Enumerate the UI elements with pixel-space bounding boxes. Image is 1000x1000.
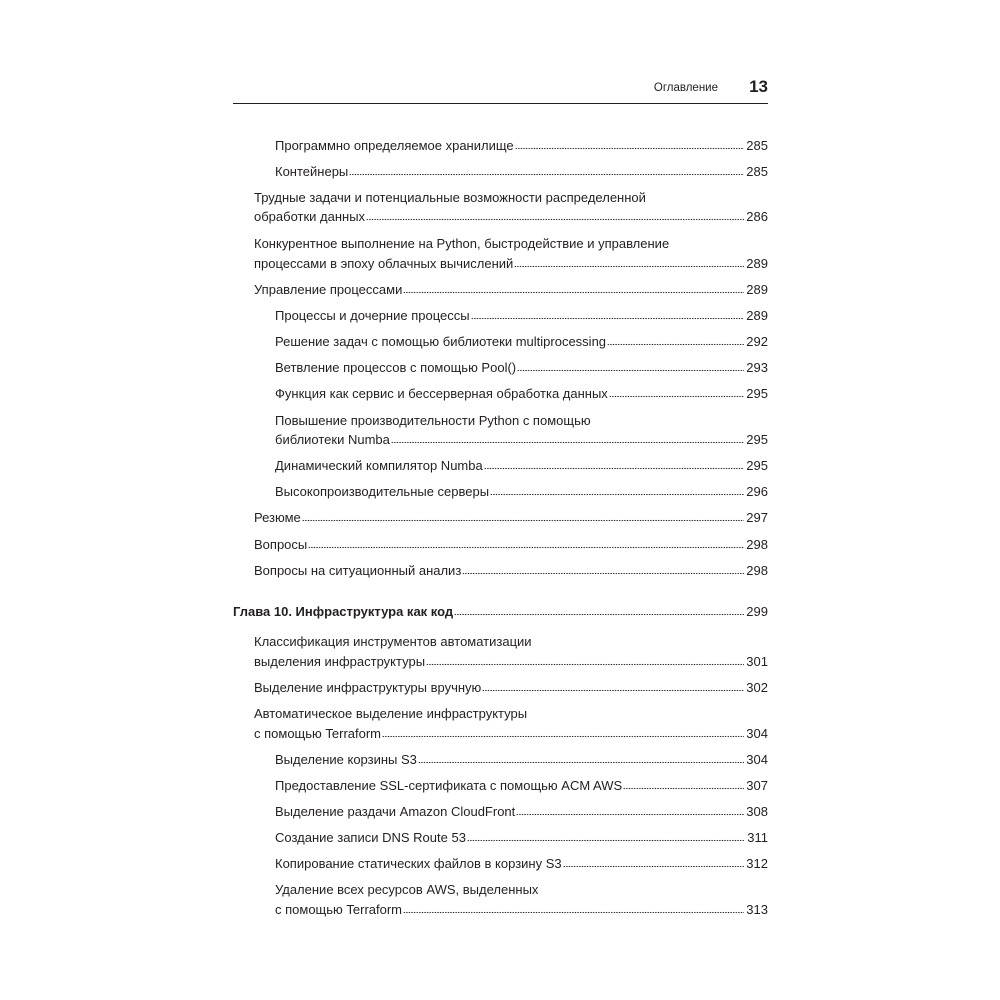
toc-entry[interactable] bbox=[254, 282, 768, 298]
leader-dots bbox=[471, 317, 745, 320]
leader-dots bbox=[308, 546, 744, 549]
toc-entry[interactable] bbox=[254, 654, 768, 670]
header-page-number: 13 bbox=[749, 77, 768, 96]
toc-entry[interactable] bbox=[254, 209, 768, 225]
toc-entry-title: Вопросы на ситуационный анализ bbox=[254, 563, 462, 578]
toc-entry[interactable] bbox=[275, 432, 768, 448]
toc-entry[interactable] bbox=[275, 308, 768, 324]
toc-entry[interactable] bbox=[275, 484, 768, 500]
toc-entry[interactable] bbox=[254, 563, 768, 579]
leader-dots bbox=[482, 689, 744, 692]
toc-entry-page: 301 bbox=[746, 654, 768, 669]
toc-entry-title: с помощью Terraform bbox=[275, 902, 402, 917]
toc-entry-title: Решение задач с помощью библиотеки multiprocessing bbox=[275, 334, 607, 349]
toc-entry[interactable] bbox=[275, 804, 768, 820]
header-section-title: Оглавление bbox=[653, 82, 718, 94]
toc-entry[interactable] bbox=[275, 386, 768, 402]
toc-entry-page: 295 bbox=[746, 458, 768, 473]
toc-entry[interactable] bbox=[275, 164, 768, 180]
toc-entry[interactable] bbox=[254, 510, 768, 526]
toc-entry-page: 298 bbox=[746, 563, 768, 578]
toc-entry-title: с помощью Terraform bbox=[254, 726, 381, 741]
toc-entry-first-line: Трудные задачи и потенциальные возможности распределенной bbox=[254, 190, 646, 205]
leader-dots bbox=[517, 369, 744, 372]
toc-entry[interactable] bbox=[254, 680, 768, 696]
leader-dots bbox=[563, 865, 745, 868]
leader-dots bbox=[515, 147, 745, 150]
leader-dots bbox=[302, 519, 745, 522]
leader-dots bbox=[514, 265, 744, 268]
toc-entry[interactable] bbox=[275, 752, 768, 768]
toc-entry-page: 313 bbox=[746, 902, 768, 917]
toc-entry-title: Выделение корзины S3 bbox=[275, 752, 417, 767]
leader-dots bbox=[391, 441, 744, 444]
toc-entry[interactable] bbox=[275, 334, 768, 350]
leader-dots bbox=[467, 839, 745, 842]
toc-entry-page: 295 bbox=[746, 432, 768, 447]
leader-dots bbox=[609, 395, 744, 398]
toc-entry-title: обработки данных bbox=[254, 209, 366, 224]
toc-entry-page: 312 bbox=[746, 856, 768, 871]
toc-entry[interactable] bbox=[275, 138, 768, 154]
toc-entry-page: 299 bbox=[746, 604, 768, 619]
leader-dots bbox=[349, 173, 744, 176]
toc-entry-page: 289 bbox=[746, 308, 768, 323]
toc-entry-page: 289 bbox=[746, 282, 768, 297]
toc-entry-title: Динамический компилятор Numba bbox=[275, 458, 483, 473]
leader-dots bbox=[382, 735, 744, 738]
toc-entry[interactable] bbox=[275, 856, 768, 872]
leader-dots bbox=[490, 493, 744, 496]
toc-entry-page: 298 bbox=[746, 537, 768, 552]
toc-entry-title: Программно определяемое хранилище bbox=[275, 138, 514, 153]
leader-dots bbox=[484, 467, 745, 470]
toc-entry-title: Функция как сервис и бессерверная обработка данных bbox=[275, 386, 608, 401]
toc-entry-page: 302 bbox=[746, 680, 768, 695]
toc-entry-first-line: Классификация инструментов автоматизации bbox=[254, 634, 532, 649]
leader-dots bbox=[462, 572, 744, 575]
toc-entry-title: Вопросы bbox=[254, 537, 308, 552]
toc-entry[interactable] bbox=[254, 537, 768, 553]
leader-dots bbox=[403, 911, 744, 914]
toc-entry-title: Выделение инфраструктуры вручную bbox=[254, 680, 482, 695]
leader-dots bbox=[516, 813, 744, 816]
leader-dots bbox=[403, 291, 744, 294]
toc-entry-first-line: Удаление всех ресурсов AWS, выделенных bbox=[275, 882, 539, 897]
leader-dots bbox=[366, 218, 744, 221]
toc-entry[interactable] bbox=[275, 458, 768, 474]
toc-entry-title: Высокопроизводительные серверы bbox=[275, 484, 490, 499]
toc-entry-title: Процессы и дочерние процессы bbox=[275, 308, 470, 323]
toc-entry-page: 304 bbox=[746, 726, 768, 741]
toc-entry-title: Предоставление SSL-сертификата с помощью ACM AWS bbox=[275, 778, 623, 793]
toc-entry[interactable] bbox=[254, 726, 768, 742]
toc-entry-title: Создание записи DNS Route 53 bbox=[275, 830, 466, 845]
toc-entry-page: 286 bbox=[746, 209, 768, 224]
toc-entry-page: 292 bbox=[746, 334, 768, 349]
leader-dots bbox=[418, 761, 744, 764]
toc-entry-title: выделения инфраструктуры bbox=[254, 654, 426, 669]
leader-dots bbox=[623, 787, 744, 790]
chapter-title: Глава 10. Инфраструктура как код bbox=[233, 604, 454, 619]
toc-entry-title: Управление процессами bbox=[254, 282, 403, 297]
toc-entry[interactable] bbox=[275, 902, 768, 918]
leader-dots bbox=[426, 663, 744, 666]
toc-entry-first-line: Повышение производительности Python с помощью bbox=[275, 413, 591, 428]
toc-entry-title: Выделение раздачи Amazon CloudFront bbox=[275, 804, 516, 819]
toc-entry-page: 285 bbox=[746, 138, 768, 153]
toc-entry[interactable] bbox=[254, 256, 768, 272]
toc-entry-title: Ветвление процессов с помощью Pool() bbox=[275, 360, 517, 375]
toc-entry-page: 297 bbox=[746, 510, 768, 525]
toc-entry-page: 293 bbox=[746, 360, 768, 375]
leader-dots bbox=[454, 613, 744, 616]
toc-entry-page: 308 bbox=[746, 804, 768, 819]
toc-chapter-entry[interactable] bbox=[233, 604, 768, 620]
leader-dots bbox=[607, 343, 744, 346]
toc-entry-title: библиотеки Numba bbox=[275, 432, 390, 447]
toc-entry-first-line: Автоматическое выделение инфраструктуры bbox=[254, 706, 528, 721]
toc-entry[interactable] bbox=[275, 360, 768, 376]
toc-entry-page: 304 bbox=[746, 752, 768, 767]
toc-entry-page: 311 bbox=[747, 830, 768, 845]
toc-entry-page: 285 bbox=[746, 164, 768, 179]
toc-entry-page: 307 bbox=[746, 778, 768, 793]
toc-entry-first-line: Конкурентное выполнение на Python, быстродействие и управление bbox=[254, 236, 670, 251]
toc-entry-page: 289 bbox=[746, 256, 768, 271]
toc-entry-title: Контейнеры bbox=[275, 164, 349, 179]
toc-entry-title: Копирование статических файлов в корзину S3 bbox=[275, 856, 562, 871]
toc-entry[interactable] bbox=[275, 778, 768, 794]
toc-entry[interactable] bbox=[275, 830, 768, 846]
toc-entry-page: 296 bbox=[746, 484, 768, 499]
toc-entry-title: процессами в эпоху облачных вычислений bbox=[254, 256, 514, 271]
toc-entry-page: 295 bbox=[746, 386, 768, 401]
toc-entry-title: Резюме bbox=[254, 510, 301, 525]
